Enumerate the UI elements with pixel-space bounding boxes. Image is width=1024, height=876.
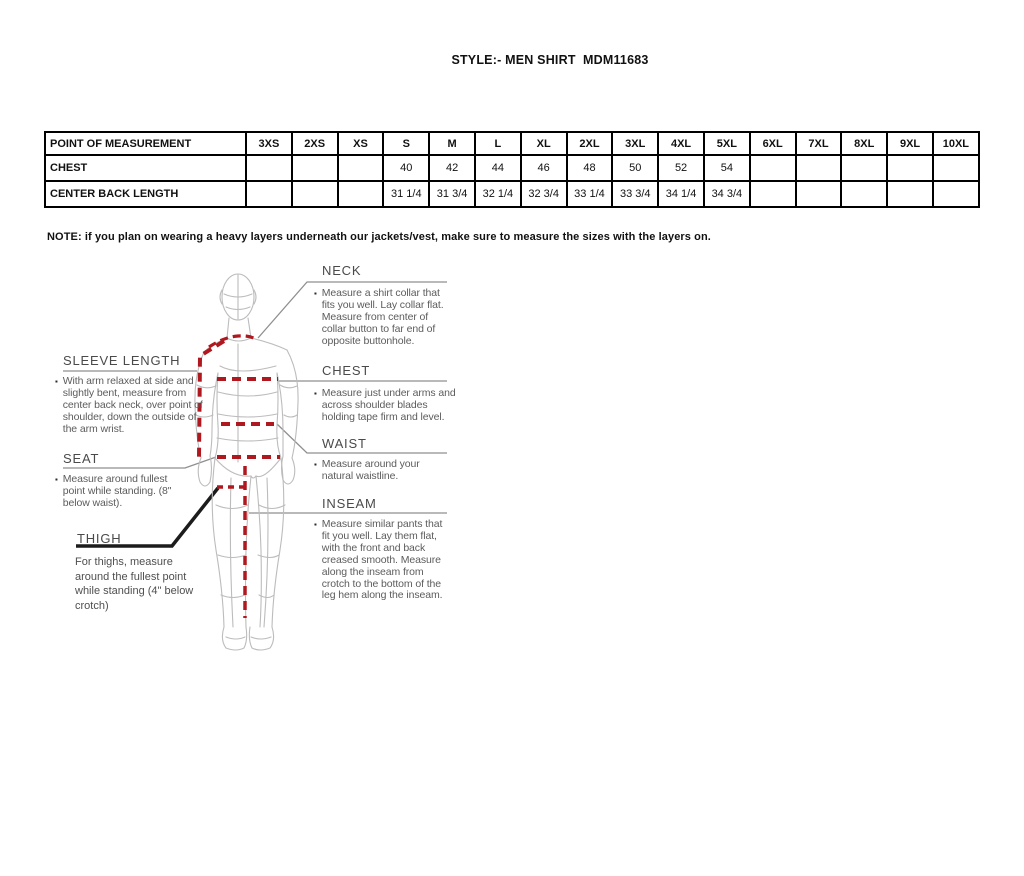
measurement-value-cell: 52 <box>658 155 704 181</box>
chest-description: ▪ Measure just under arms and across shoulder blades holding tape firm and level. <box>314 387 456 423</box>
measurement-value-cell: 34 3/4 <box>704 181 750 207</box>
seat-description: ▪ Measure around fullest point while standing. (8" below waist). <box>55 473 172 509</box>
measurement-value-cell: 40 <box>383 155 429 181</box>
measurement-value-cell: 32 1/4 <box>475 181 521 207</box>
measurement-value-cell: 44 <box>475 155 521 181</box>
neck-description: ▪ Measure a shirt collar that fits you well. Lay collar flat. Measure from center of collar button to far end of opposite buttonhole. <box>314 287 444 347</box>
measurement-row-label: CHEST <box>45 155 246 181</box>
measurement-value-cell: 33 3/4 <box>612 181 658 207</box>
bullet-icon: ▪ <box>314 460 317 469</box>
measurement-value-cell: 48 <box>567 155 613 181</box>
measurement-value-cell: 54 <box>704 155 750 181</box>
waist-heading: WAIST <box>322 436 367 451</box>
bullet-icon: ▪ <box>314 389 317 398</box>
bullet-icon: ▪ <box>55 377 58 386</box>
size-column-header: 2XL <box>567 132 613 155</box>
size-column-header: 8XL <box>841 132 887 155</box>
size-column-header: S <box>383 132 429 155</box>
size-column-header: 10XL <box>933 132 979 155</box>
size-column-header: 7XL <box>796 132 842 155</box>
chest-heading: CHEST <box>322 363 371 378</box>
size-column-header: 4XL <box>658 132 704 155</box>
measurement-value-cell: 31 3/4 <box>429 181 475 207</box>
size-column-header: 6XL <box>750 132 796 155</box>
size-column-header: L <box>475 132 521 155</box>
thigh-heading: THIGH <box>77 531 122 546</box>
sleeve-length-description: ▪ With arm relaxed at side and slightly bent, measure from center back neck, over point of shoulder, down the outside of the arm wrist. <box>55 375 203 435</box>
thigh-description: For thighs, measure around the fullest point while standing (4" below crotch) <box>75 556 194 612</box>
measurement-value-cell: 42 <box>429 155 475 181</box>
point-of-measurement-header: POINT OF MEASUREMENT <box>45 132 246 155</box>
size-column-header: 3XS <box>246 132 292 155</box>
measurement-value-cell: 31 1/4 <box>383 181 429 207</box>
inseam-description: ▪ Measure similar pants that fit you well. Lay them flat, with the front and back creased smooth. Measure along the inseam from crotch to the bottom of the leg hem along the inseam. <box>314 518 443 602</box>
bullet-icon: ▪ <box>314 289 317 298</box>
measurement-row-label: CENTER BACK LENGTH <box>45 181 246 207</box>
waist-description: ▪ Measure around your natural waistline. <box>314 458 420 482</box>
measurement-value-cell: 50 <box>612 155 658 181</box>
bullet-icon: ▪ <box>314 520 317 529</box>
sleeve-length-heading: SLEEVE LENGTH <box>63 353 181 368</box>
inseam-heading: INSEAM <box>322 496 377 511</box>
measurement-value-cell: 32 3/4 <box>521 181 567 207</box>
size-column-header: XL <box>521 132 567 155</box>
note-text: NOTE: if you plan on wearing a heavy layers underneath our jackets/vest, make sure to measure the sizes with the layers on. <box>47 231 711 243</box>
seat-heading: SEAT <box>63 451 100 466</box>
size-column-header: XS <box>338 132 384 155</box>
size-column-header: 3XL <box>612 132 658 155</box>
bullet-icon: ▪ <box>55 475 58 484</box>
measurement-value-cell: 34 1/4 <box>658 181 704 207</box>
neck-heading: NECK <box>322 263 362 278</box>
size-column-header: 2XS <box>292 132 338 155</box>
measurement-value-cell: 46 <box>521 155 567 181</box>
page-title: STYLE:- MEN SHIRT MDM11683 <box>451 53 649 67</box>
size-column-header: 5XL <box>704 132 750 155</box>
measurement-value-cell: 33 1/4 <box>567 181 613 207</box>
size-column-header: M <box>429 132 475 155</box>
size-column-header: 9XL <box>887 132 933 155</box>
